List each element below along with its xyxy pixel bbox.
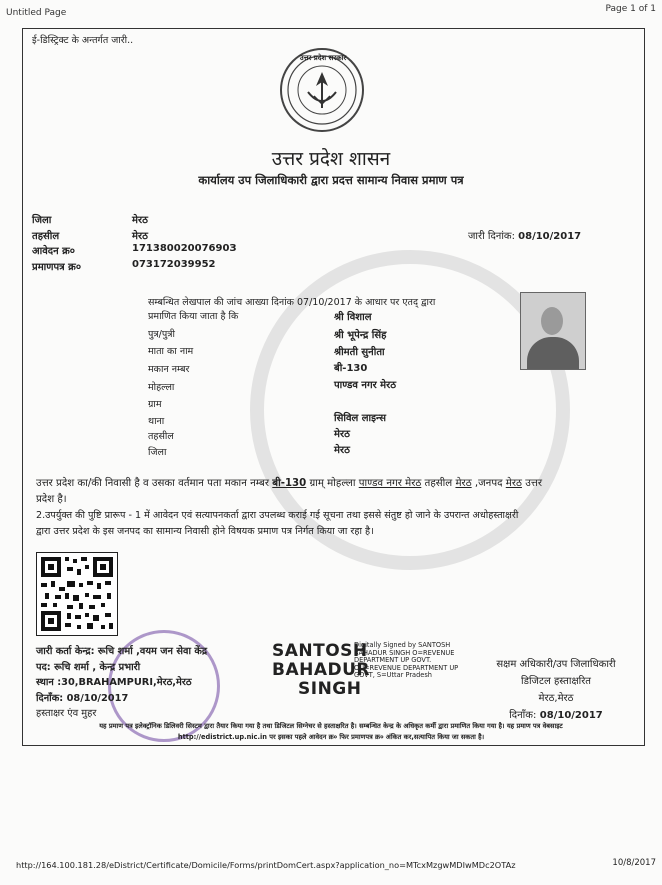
verification-intro: सम्बन्धित लेखपाल की जांच आख्या दिनांक 07/10/2017 के आधार पर एतद् द्वारा xyxy=(148,297,436,308)
field-label-application-no: आवेदन क्र० xyxy=(32,246,76,257)
detail-label-parent: पुत्र/पुत्री xyxy=(148,329,175,340)
detail-label-tehsil: तहसील xyxy=(148,431,174,442)
para1-line-2: प्रदेश है। xyxy=(36,494,67,505)
detail-value-parent: श्री भूपेन्द्र सिंह xyxy=(334,330,387,341)
para1-tehsil: मेरठ xyxy=(455,478,472,489)
field-value-tehsil: मेरठ xyxy=(132,231,148,242)
residence-paragraph xyxy=(36,476,636,508)
para1-text-1: उत्तर प्रदेश का/की निवासी है व उसका वर्तमान पता मकान नम्बर xyxy=(36,478,273,489)
detail-value-district: मेरठ xyxy=(334,445,350,456)
emblem-text: उत्तर प्रदेश सरकार xyxy=(299,54,347,62)
detail-value-police-station: सिविल लाइन्स xyxy=(334,413,387,424)
photo-body xyxy=(527,337,579,369)
field-label-tehsil: तहसील xyxy=(32,231,60,242)
photo-face xyxy=(541,307,563,335)
digital-signature-details xyxy=(354,642,458,680)
para1-mohalla: पाण्डव नगर मेरठ xyxy=(358,478,422,489)
issue-date-label: जारी दिनांक: xyxy=(468,231,515,242)
issuer-block xyxy=(36,644,207,722)
para1-text-4: ,जनपद xyxy=(471,478,506,489)
print-url: http://164.100.181.28/eDistrict/Certificate/Domicile/Forms/printDomCert.aspx?application_no=MTcxMzgwMDIwMDc2OTAz xyxy=(16,860,516,870)
certificate-title: उत्तर प्रदेश शासन xyxy=(271,148,391,170)
para2-line-1: 2.उपर्युक्त की पुष्टि प्रारूप - 1 में आवेदन एवं सत्यापनकर्ता द्वारा उपलब्ध कराई गई सूचना तथा इससे संतुष्ट हो जाने के उपरान्त अधोहस्ताक्षरी xyxy=(36,510,519,521)
detail-label-district: जिला xyxy=(148,447,167,458)
authority-designation: सक्षम अधिकारी/उप जिलाधिकारी xyxy=(496,659,616,670)
field-value-district: मेरठ xyxy=(132,215,148,226)
sig-detail-5: GOVT, S=Uttar Pradesh xyxy=(354,671,432,680)
certificate-subtitle: कार्यालय उप जिलाधिकारी द्वारा प्रदत्त सामान्य निवास प्रमाण पत्र xyxy=(198,173,464,187)
footer-note-2: http://edistrict.up.nic.in पर इसका पहले आवेदन क्र० फिर प्रमाणपत्र क्र० अंकित कर,सत्यापित किया जा सकता है। xyxy=(177,733,485,741)
issuer-signature-label: हस्ताक्षर एंव मुहर xyxy=(36,708,97,719)
applicant-photo xyxy=(520,292,586,370)
page-counter: Page 1 of 1 xyxy=(605,4,656,14)
detail-value-mohalla: पाण्डव नगर मेरठ xyxy=(334,380,397,391)
sig-detail-3: DEPARTMENT UP GOVT. xyxy=(354,656,432,665)
signer-name-line-2: BAHADUR xyxy=(272,660,371,680)
issuer-centre: जारी कर्ता केन्द्र: रूचि शर्मा ,वयम जन सेवा केंद्र xyxy=(36,646,208,657)
para1-district: मेरठ xyxy=(505,478,522,489)
footer-note-1: यह प्रमाण पत्र इलेक्ट्रॉनिक डिलिवरी सिस्टम द्वारा तैयार किया गया है तथा डिजिटल सिग्नेचर से हस्ताक्षरित है। सम्बन्धित केन्द्र के अधिकृत कर्मी द्वारा प्रमाणित किया गया है। यह प्रमाण पत्र वेबसाइट xyxy=(99,722,563,730)
edistrict-note: ई-डिस्ट्रिक्ट के अन्तर्गत जारी.. xyxy=(32,35,134,46)
issue-date-value: 08/10/2017 xyxy=(518,231,582,242)
issuer-place: स्थान :30,BRAHAMPURI,मेरठ,मेरठ xyxy=(36,677,192,688)
page-tab-title: Untitled Page xyxy=(6,8,67,18)
sig-detail-4: OU=REVENUE DEPARTMENT UP xyxy=(354,663,459,672)
issue-date-row xyxy=(468,228,581,242)
para1-text-3: तहसील xyxy=(421,478,456,489)
detail-label-village: ग्राम xyxy=(148,399,162,410)
detail-value-house-no: बी-130 xyxy=(334,363,368,374)
authority-date-label: दिनाँक: xyxy=(509,710,537,721)
field-value-certificate-no: 073172039952 xyxy=(132,259,216,270)
signer-name-line-1: SANTOSH xyxy=(272,641,368,661)
detail-label-house-no: मकान नम्बर xyxy=(148,364,190,375)
para1-text-2: ग्राम् मोहल्ला xyxy=(306,478,359,489)
issuer-post: पद: रूचि शर्मा , केन्द्र प्रभारी xyxy=(36,661,141,673)
qr-code-icon xyxy=(36,552,118,636)
signer-name-line-3: SINGH xyxy=(298,679,362,699)
para1-house-no: बी-130 xyxy=(272,478,307,489)
authority-date-value: 08/10/2017 xyxy=(539,710,603,721)
para1-text-5: उत्तर xyxy=(521,478,542,489)
issuer-date: दिनाँक: 08/10/2017 xyxy=(36,692,129,704)
detail-value-name: श्री विशाल xyxy=(334,312,372,323)
print-date: 10/8/2017 xyxy=(612,858,656,868)
detail-label-police-station: थाना xyxy=(148,416,165,427)
authority-place: मेरठ,मेरठ xyxy=(538,693,574,704)
field-value-application-no: 17138002007690З xyxy=(132,243,237,254)
detail-label-name: प्रमाणित किया जाता है कि xyxy=(148,311,239,322)
detail-value-mother: श्रीमती सुनीता xyxy=(334,347,385,358)
field-label-district: जिला xyxy=(32,215,52,226)
sig-detail-2: BAHADUR SINGH O=REVENUE xyxy=(354,648,455,657)
detail-label-mohalla: मोहल्ला xyxy=(148,382,175,393)
para2-line-2: द्वारा उत्तर प्रदेश के इस जनपद का सामान्य निवासी होने विषयक प्रमाण पत्र निर्गत किया जा रहा है। xyxy=(36,526,374,537)
authority-block xyxy=(486,656,626,724)
field-label-certificate-no: प्रमाणपत्र क्र० xyxy=(32,262,82,273)
sig-detail-1: Digitally Signed by SANTOSH xyxy=(354,641,451,649)
detail-label-mother: माता का नाम xyxy=(148,346,194,357)
detail-value-tehsil: मेरठ xyxy=(334,429,350,440)
authority-digital-signed: डिजिटल हस्ताक्षरित xyxy=(521,676,591,687)
confirmation-paragraph xyxy=(36,508,640,540)
